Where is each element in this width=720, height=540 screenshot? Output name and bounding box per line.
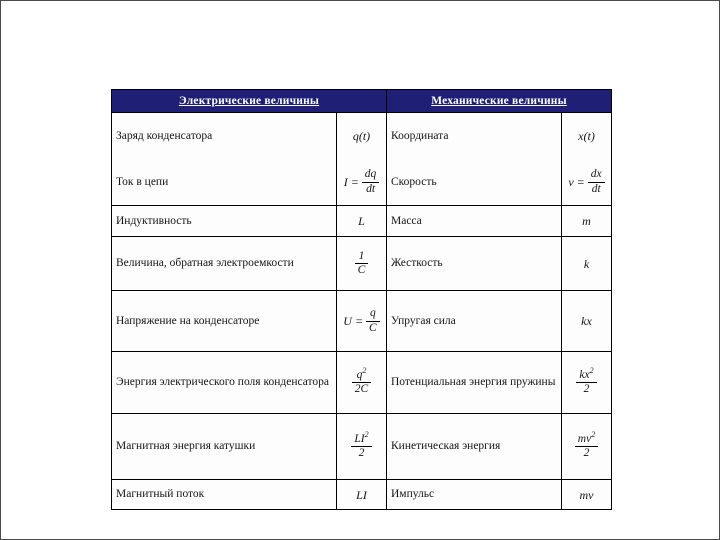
formula: k bbox=[583, 256, 590, 271]
fraction bbox=[352, 365, 371, 396]
quantity-name: Потенциальная энергия пружины bbox=[387, 352, 562, 414]
quantity-name: Напряжение на конденсаторе bbox=[112, 291, 337, 352]
el-formula-cell bbox=[337, 206, 387, 237]
formula: x(t) bbox=[578, 129, 595, 143]
numerator-base: mv bbox=[577, 432, 592, 445]
el-formula-cell bbox=[337, 480, 387, 510]
table-row-inverse-capacitance-stiffness bbox=[112, 237, 612, 291]
quantity-name: Скорость bbox=[387, 159, 562, 206]
fraction-denominator: C bbox=[366, 321, 380, 335]
table-header-row bbox=[112, 90, 612, 113]
formula: kx bbox=[581, 314, 592, 328]
formula bbox=[352, 365, 371, 395]
mech-formula-cell bbox=[562, 414, 612, 480]
mech-formula-cell bbox=[562, 480, 612, 510]
el-formula-cell bbox=[337, 113, 387, 160]
fraction bbox=[355, 250, 369, 277]
fraction-numerator bbox=[362, 168, 380, 181]
quantity-name: Индуктивность bbox=[112, 206, 337, 237]
formula: m bbox=[582, 214, 591, 228]
fraction-numerator bbox=[351, 429, 371, 446]
mech-formula-cell bbox=[562, 159, 612, 206]
quantity-name: Величина, обратная электроемкости bbox=[112, 237, 337, 291]
table-row-current-velocity bbox=[112, 159, 612, 206]
table-row-inductance-mass bbox=[112, 206, 612, 237]
quantity-name: Магнитный поток bbox=[112, 480, 337, 510]
numerator-base: LI bbox=[354, 432, 365, 445]
formula: mv bbox=[579, 487, 594, 502]
fraction bbox=[588, 168, 605, 195]
mech-formula-cell bbox=[562, 237, 612, 291]
fraction-denominator: 2C bbox=[352, 382, 371, 396]
mech-formula-cell bbox=[562, 291, 612, 352]
numerator-base: q bbox=[370, 307, 376, 320]
formula bbox=[568, 168, 604, 195]
mech-formula-cell bbox=[562, 352, 612, 414]
fraction-denominator: 2 bbox=[575, 446, 598, 460]
quantity-name: Упругая сила bbox=[387, 291, 562, 352]
formula-prefix: U = bbox=[343, 313, 364, 328]
fraction bbox=[362, 168, 380, 195]
header-mechanical: Механические величины bbox=[387, 90, 612, 113]
quantity-name: Масса bbox=[387, 206, 562, 237]
table-row-charge-coordinate bbox=[112, 113, 612, 160]
table-row-magnetic-energy-kinetic-energy bbox=[112, 414, 612, 480]
formula bbox=[343, 168, 380, 195]
fraction-denominator: dt bbox=[362, 182, 380, 196]
numerator-base: q bbox=[356, 368, 363, 381]
quantity-name: Координата bbox=[387, 113, 562, 160]
fraction-denominator: C bbox=[355, 263, 369, 277]
fraction-denominator: 2 bbox=[351, 446, 371, 460]
header-electrical: Электрические величины bbox=[112, 90, 387, 113]
fraction bbox=[366, 307, 380, 334]
numerator-exponent: 2 bbox=[589, 365, 594, 375]
quantity-name: Кинетическая энергия bbox=[387, 414, 562, 480]
fraction bbox=[351, 429, 371, 460]
el-formula-cell bbox=[337, 159, 387, 206]
formula: L bbox=[358, 214, 365, 228]
numerator-exponent: 2 bbox=[591, 429, 596, 439]
comparison-table bbox=[111, 89, 612, 510]
fraction-numerator bbox=[355, 250, 369, 263]
quantity-name: Энергия электрического поля конденсатора bbox=[112, 352, 337, 414]
formula-prefix: v = bbox=[568, 174, 585, 189]
formula: q(t) bbox=[352, 129, 371, 143]
el-formula-cell bbox=[337, 291, 387, 352]
formula bbox=[343, 307, 379, 334]
numerator-base: dx bbox=[590, 168, 602, 181]
fraction bbox=[576, 365, 596, 396]
el-formula-cell bbox=[337, 237, 387, 291]
table-row-voltage-elastic-force bbox=[112, 291, 612, 352]
quantity-name: Магнитная энергия катушки bbox=[112, 414, 337, 480]
quantity-name: Ток в цепи bbox=[112, 159, 337, 206]
formula-prefix: I = bbox=[343, 174, 359, 189]
table-row-field-energy-potential-energy bbox=[112, 352, 612, 414]
fraction-denominator: 2 bbox=[576, 382, 596, 396]
formula bbox=[355, 249, 369, 276]
fraction-numerator bbox=[352, 365, 371, 382]
fraction-numerator bbox=[588, 168, 605, 181]
formula bbox=[351, 429, 371, 459]
formula: LI bbox=[356, 487, 367, 502]
el-formula-cell bbox=[337, 352, 387, 414]
numerator-base: dq bbox=[364, 168, 377, 181]
quantity-name: Жесткость bbox=[387, 237, 562, 291]
quantity-name: Заряд конденсатора bbox=[112, 113, 337, 160]
numerator-exponent: 2 bbox=[364, 429, 369, 439]
table-row-flux-momentum bbox=[112, 480, 612, 510]
numerator-base: kx bbox=[579, 368, 590, 381]
fraction-denominator: dt bbox=[588, 182, 605, 196]
numerator-exponent: 2 bbox=[362, 365, 367, 375]
formula bbox=[575, 429, 598, 459]
fraction bbox=[575, 429, 598, 460]
fraction-numerator bbox=[366, 307, 380, 320]
el-formula-cell bbox=[337, 414, 387, 480]
fraction-numerator bbox=[576, 365, 596, 382]
fraction-numerator bbox=[575, 429, 598, 446]
formula bbox=[576, 365, 596, 395]
mech-formula-cell bbox=[562, 206, 612, 237]
mech-formula-cell bbox=[562, 113, 612, 160]
numerator-base: 1 bbox=[358, 249, 365, 262]
quantity-name: Импульс bbox=[387, 480, 562, 510]
